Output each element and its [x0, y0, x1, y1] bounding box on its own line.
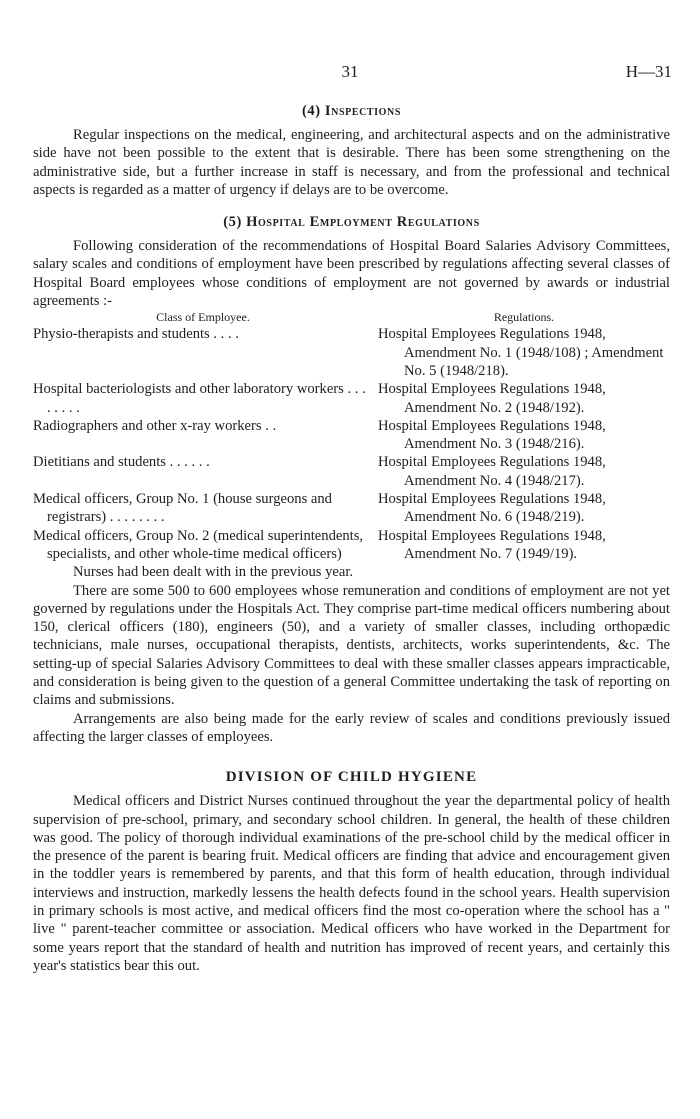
table-cell-class: Hospital bacteriologists and other laboratory workers . . . . . . . . — [33, 381, 366, 416]
table-cell-regulations: Hospital Employees Regulations 1948, Amendment No. 3 (1948/216). — [378, 417, 606, 453]
table-cell-class: Physio-therapists and students . . . . — [33, 326, 239, 343]
section-heading-employment-regulations: (5) Hospital Employment Regulations — [223, 214, 480, 231]
column-header-class: Class of Employee. — [156, 310, 250, 325]
table-cell-regulations: Hospital Employees Regulations 1948, Amendment No. 6 (1948/219). — [378, 491, 606, 526]
paragraph: Following consideration of the recommendations of Hospital Board Salaries Advisory Committees, salary scales and conditions of employment have been prescribed by regulations affecting several classes of Hospital Board employees whose conditions of employment are not governed by awards or industrial agreements :- — [33, 238, 670, 310]
paragraph: Nurses had been dealt with in the previous year. — [73, 564, 354, 581]
section-heading-inspections: (4) Inspections — [301, 103, 402, 119]
page-code: H—31 — [625, 62, 672, 81]
paragraph: Arrangements are also being made for the early review of scales and conditions previously issued affecting the larger classes of employees. — [33, 710, 670, 745]
table-cell-class: Dietitians and students . . . . . . — [33, 454, 210, 471]
column-header-regulations: Regulations. — [493, 310, 555, 325]
page-body — [33, 58, 670, 975]
paragraph: There are some 500 to 600 employees whose remuneration and conditions of employment are not yet governed by regulations under the Hospitals Act. They comprise part-time medical officers numbering about 150, clerical officers (180), engineers (50), and a variety of smaller classes, including orthopædic technicians, male nurses, occupational therapists, dentists, architects, works superintendents, &c. The setting-up of special Salaries Advisory Committees to deal with these smaller classes appears impracticable, and consideration is being given to the question of a general Committee undertaking the task of reporting on claims and submissions. — [33, 582, 670, 709]
paragraph: Medical officers and District Nurses continued throughout the year the departmental policy of health supervision of pre-school, primary, and secondary school children. In general, the health of these children was good. The policy of thorough individual examinations of the pre-school child by the medical officer in the presence of the parent is bearing fruit. Medical officers are finding that advice and encouragement given in the toddler years is remembered by parents, and that this form of health education, through individual interviews and instruction, markedly lessens the health defects found in the school years. Health supervision in primary schools is most active, and medical officers find the most co-operation where the school has a " live " parent-teacher committee or association. Medical officers who have worked in the Department for some years report that the standard of health and nutrition has improved of recent years, and certainly this year's statistics bear this out. — [33, 793, 670, 974]
table-cell-regulations: Hospital Employees Regulations 1948, Amendment No. 2 (1948/192). — [378, 381, 606, 416]
table-cell-regulations: Hospital Employees Regulations 1948, Amendment No. 7 (1949/19). — [378, 527, 606, 562]
page-number: 31 — [341, 62, 359, 81]
table-cell-class: Radiographers and other x-ray workers . . — [33, 417, 277, 434]
table-cell-class: Medical officers, Group No. 2 (medical superintendents, specialists, and other whole-time medical officers) — [33, 527, 364, 562]
table-cell-regulations: Hospital Employees Regulations 1948, Amendment No. 4 (1948/217). — [378, 454, 606, 489]
paragraph: Regular inspections on the medical, engineering, and architectural aspects and on the administrative side have not been possible to the extent that is desirable. There has been some strengthening on the administrative side, but a further increase in staff is necessary, and from the professional and technical aspects is regarded as a matter of urgency if delays are to be overcome. — [33, 127, 670, 198]
section-heading-child-hygiene: DIVISION OF CHILD HYGIENE — [225, 769, 478, 786]
section-inspections — [33, 102, 670, 199]
section-employment-regulations — [33, 213, 670, 746]
section-child-hygiene — [33, 768, 670, 975]
table-cell-regulations: Hospital Employees Regulations 1948, Amendment No. 1 (1948/108) ; Amendment No. 5 (1948/218). — [378, 326, 664, 379]
table-cell-class: Medical officers, Group No. 1 (house surgeons and registrars) . . . . . . . . — [33, 491, 332, 526]
regulations-table — [33, 310, 670, 563]
